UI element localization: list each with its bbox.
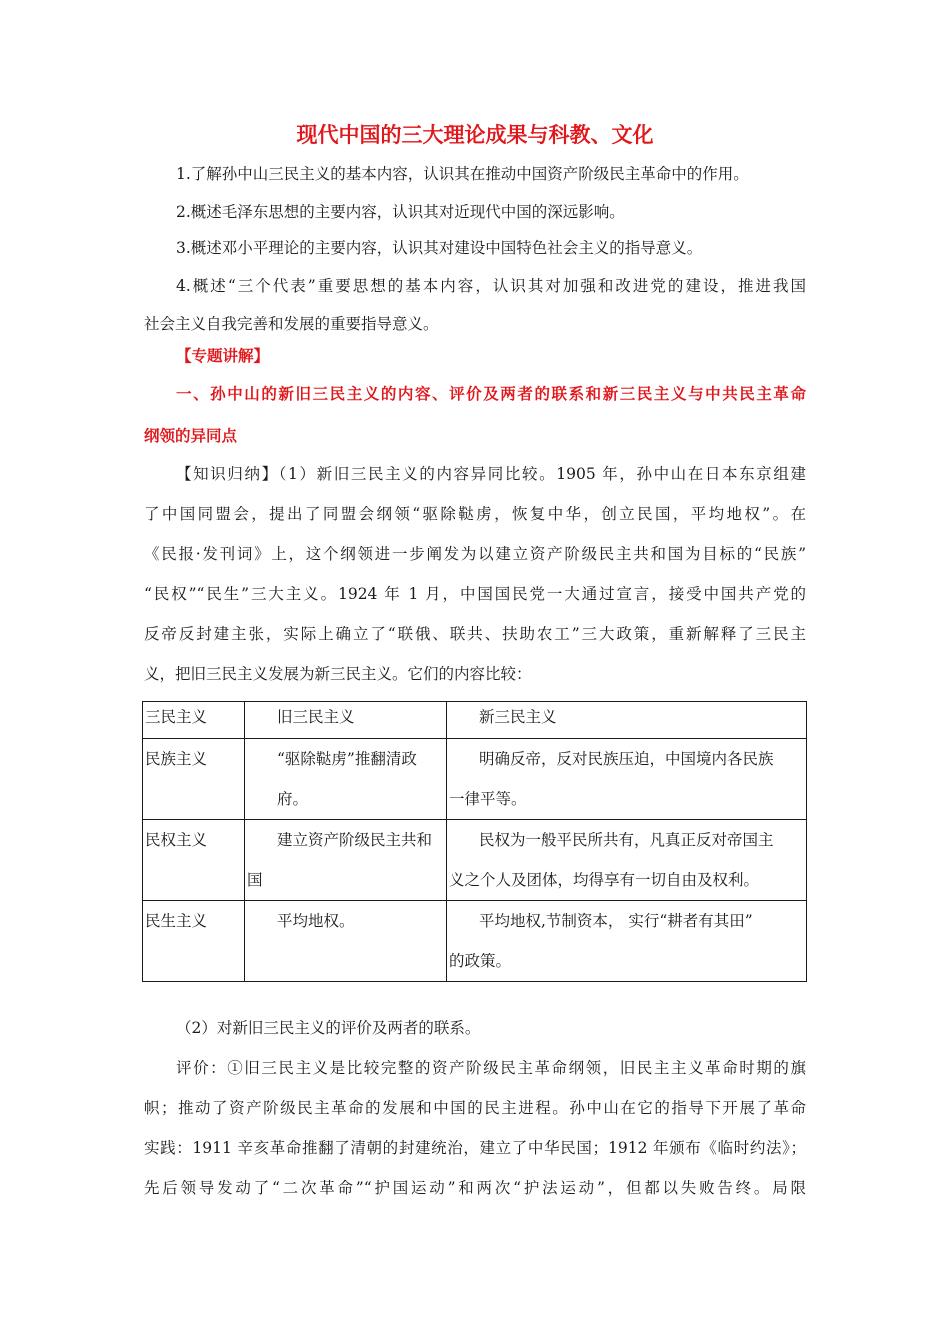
document-title: 现代中国的三大理论成果与科教、文化 (296, 122, 654, 147)
table-header-cell: 三民主义 (143, 702, 245, 739)
objective-1: 1.了解孙中山三民主义的基本内容，认识其在推动中国资产阶级民主革命中的作用。 (176, 165, 749, 183)
table-cell-name: 民族主义 (143, 739, 245, 820)
cell-line: 建立资产阶级民主共和 (277, 831, 433, 849)
paragraph-line: 先后领导发动了“二次革命”“护国运动”和两次“护法运动”，但都以失败告终。局限 (144, 1179, 806, 1197)
cell-line: 平均地权,节制资本， 实行“耕者有其田” (479, 912, 753, 930)
table-cell-old (245, 820, 447, 901)
table-cell-new (447, 901, 807, 982)
paragraph-line: 反帝反封建主张，实际上确立了“联俄、联共、扶助农工”三大政策，重新解释了三民主 (144, 625, 806, 643)
paragraph-line: 评价：①旧三民主义是比较完整的资产阶级民主革命纲领，旧民主主义革命时期的旗 (176, 1059, 806, 1077)
cell-line: “驱除鞑虏”推翻清政府。 (277, 750, 417, 808)
cell-line: 的政策。 (449, 952, 512, 970)
objective-4-cont: 社会主义自我完善和发展的重要指导意义。 (144, 315, 439, 333)
paragraph-line: 实践：1911 辛亥革命推翻了清朝的封建统治，建立了中华民国；1912 年颁布《临时约法》； (144, 1139, 806, 1157)
table-cell-name: 民生主义 (143, 901, 245, 982)
table-cell-old (245, 739, 447, 820)
section-heading-line-2: 纲领的异同点 (144, 426, 238, 445)
table-row (143, 739, 807, 820)
paragraph-line: 了中国同盟会，提出了同盟会纲领“驱除鞑虏，恢复中华，创立民国，平均地权”。在 (144, 505, 806, 523)
table-cell-name: 民权主义 (143, 820, 245, 901)
table-cell-new (447, 820, 807, 901)
table-cell-new (447, 739, 807, 820)
cell-line: 明确反帝，反对民族压迫，中国境内各民族 (479, 750, 774, 768)
table-header-cell: 新三民主义 (447, 702, 807, 739)
objective-3: 3.概述邓小平理论的主要内容，认识其对建设中国特色社会主义的指导意义。 (176, 239, 703, 257)
paragraph-line: 义，把旧三民主义发展为新三民主义。它们的内容比较： (144, 665, 532, 683)
cell-line: 义之个人及团体，均得享有一切自由及权利。 (449, 871, 760, 889)
table-row (143, 820, 807, 901)
cell-line: 一律平等。 (449, 790, 527, 808)
table-header-cell: 旧三民主义 (245, 702, 447, 739)
cell-line: 平均地权。 (277, 912, 355, 930)
table-row (143, 901, 807, 982)
paragraph-line: 《民报·发刊词》上，这个纲领进一步阐发为以建立资产阶级民主共和国为目标的“民族” (144, 545, 806, 563)
section-heading-line-1: 一、孙中山的新旧三民主义的内容、评价及两者的联系和新三民主义与中共民主革命 (176, 384, 806, 403)
subheading-evaluation: （2）对新旧三民主义的评价及两者的联系。 (176, 1019, 481, 1037)
paragraph-line: 帜；推动了资产阶级民主革命的发展和中国的民主进程。孙中山在它的指导下开展了革命 (144, 1099, 806, 1117)
table-cell-old (245, 901, 447, 982)
paragraph-line: 【知识归纳】（1）新旧三民主义的内容异同比较。1905 年，孙中山在日本东京组建 (176, 465, 806, 483)
comparison-table (142, 701, 807, 982)
objective-4: 4.概述“三个代表”重要思想的基本内容，认识其对加强和改进党的建设，推进我国 (176, 277, 806, 295)
cell-line: 国 (247, 871, 263, 889)
table-header-row (143, 702, 807, 739)
paragraph-line: “民权”“民生”三大主义。1924 年 1 月，中国国民党一大通过宣言，接受中国共产党的 (144, 585, 806, 603)
section-label: 【专题讲解】 (176, 346, 270, 365)
objective-2: 2.概述毛泽东思想的主要内容，认识其对近现代中国的深远影响。 (176, 203, 625, 221)
cell-line: 民权为一般平民所共有，凡真正反对帝国主 (479, 831, 774, 849)
